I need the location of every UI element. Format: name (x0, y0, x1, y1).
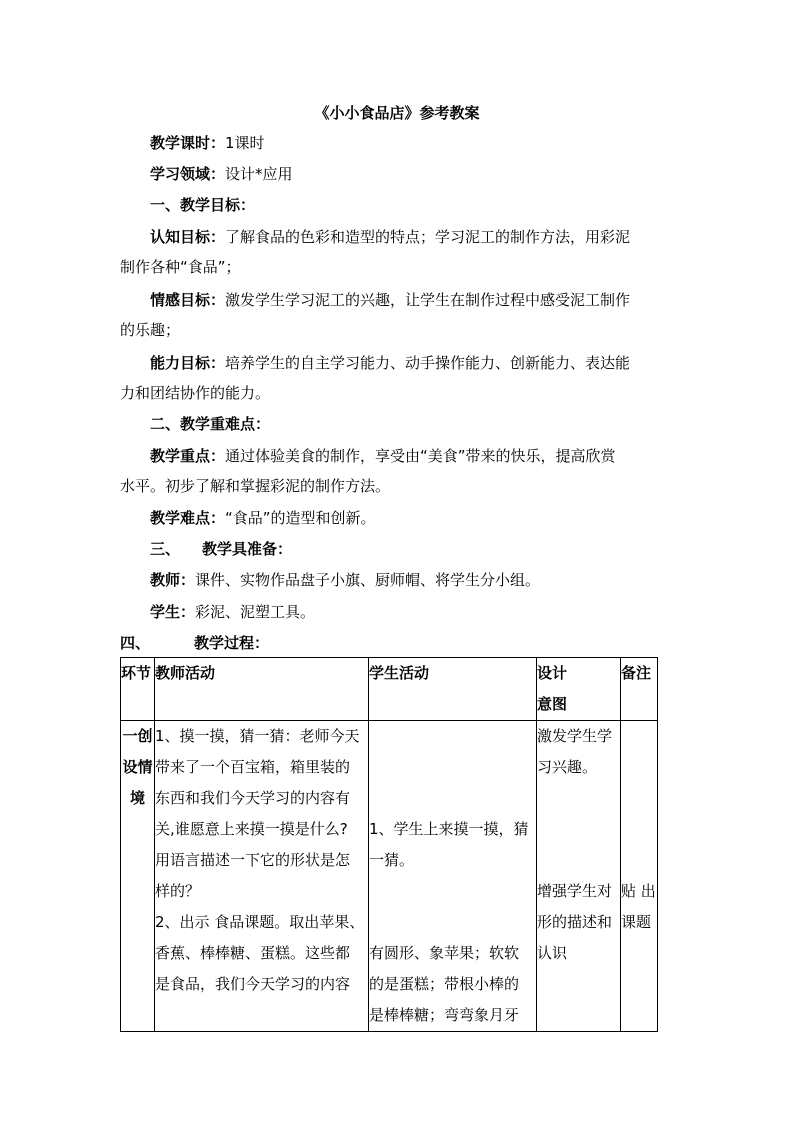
design-line: 形的描述和 (537, 913, 613, 931)
teacher-materials-value: 课件、实物作品盘子小旗、厨师帽、将学生分小组。 (195, 571, 541, 589)
emotion-label: 情感目标： (150, 291, 226, 309)
student-line: 一猜。 (369, 851, 415, 869)
header-design-line-1: 设计 (537, 664, 568, 682)
key-point-label: 教学重点： (150, 447, 226, 465)
domain-value: 设计*应用 (225, 165, 293, 183)
design-line: 认识 (537, 944, 568, 962)
ability-line-2: 力和团结协作的能力。 (120, 384, 271, 402)
student-activity-cell (369, 721, 537, 1032)
domain-label: 学习领域： (150, 165, 226, 183)
stage-line: 一创 (122, 727, 153, 745)
table-header-row (121, 658, 658, 721)
header-notes: 备注 (621, 658, 658, 721)
section3-number: 三、 (150, 540, 181, 558)
teacher-line: 带来了一个百宝箱，箱里装的 (155, 758, 351, 776)
section4-text: 教学过程： (194, 634, 270, 652)
lesson-hours-label: 教学课时： (150, 134, 226, 152)
notes-line: 贴 出 (621, 882, 656, 900)
lesson-hours-line (150, 133, 265, 153)
key-point (120, 441, 680, 501)
notes-line: 课题 (621, 913, 652, 931)
teacher-line: 用语言描述一下它的形状是怎 (155, 851, 351, 869)
section-heading-objectives: 一、教学目标： (150, 196, 256, 214)
emotion-line-2: 的乐趣； (120, 321, 181, 339)
difficulty-value: “食品”的造型和创新。 (225, 509, 376, 527)
emotion-objective (120, 285, 680, 345)
emotion-line-1: 激发学生学习泥工的兴趣，让学生在制作过程中感受泥工制作 (225, 291, 631, 309)
teacher-line: 2、出示 食品课题。取出苹果、 (155, 913, 365, 931)
teacher-line: 样的？ (155, 882, 201, 900)
difficulty-line (150, 508, 376, 528)
teacher-line: 东西和我们今天学习的内容有 (155, 789, 351, 807)
ability-objective (120, 348, 680, 408)
teacher-line: 1、摸一摸，猜一猜：老师今天 (155, 727, 360, 745)
design-line: 激发学生学 (537, 727, 613, 745)
lesson-process-table (120, 657, 658, 1032)
student-line: 有圆形、象苹果；软软 (369, 944, 520, 962)
stage-line: 设情 (122, 758, 153, 776)
section3-text: 教学具准备： (202, 540, 293, 558)
student-materials-value: 彩泥、泥塑工具。 (195, 603, 316, 621)
header-design-intent (537, 658, 621, 721)
section-heading-process (120, 633, 269, 653)
student-line: 1、学生上来摸一摸，猜 (369, 820, 529, 838)
ability-label: 能力目标： (150, 354, 226, 372)
table-row (121, 721, 658, 1032)
student-materials-line (150, 602, 315, 622)
student-line: 是棒棒糖；弯弯象月牙 (369, 1006, 520, 1024)
key-point-line-1: 通过体验美食的制作，享受由“美食”带来的快乐，提高欣赏 (225, 447, 616, 465)
document-title: 《小小食品店》参考教案 (314, 104, 480, 122)
section-heading-materials (150, 539, 292, 559)
teacher-activity-cell (155, 721, 369, 1032)
teacher-line: 是食品，我们今天学习的内容 (155, 975, 351, 993)
cognitive-line-2: 制作各种“食品”； (120, 258, 241, 276)
stage-cell (121, 721, 155, 1032)
section4-number: 四、 (120, 634, 151, 652)
cognitive-line-1: 了解食品的色彩和造型的特点；学习泥工的制作方法，用彩泥 (225, 228, 631, 246)
header-stage: 环节 (121, 658, 155, 721)
section-heading-key-points: 二、教学重难点： (150, 415, 271, 433)
cognitive-label: 认知目标： (150, 228, 226, 246)
lesson-hours-value: 1课时 (225, 134, 265, 152)
student-line: 的是蛋糕；带根小棒的 (369, 975, 520, 993)
student-materials-label: 学生： (150, 603, 196, 621)
stage-line: 境 (129, 789, 145, 807)
cognitive-objective (120, 222, 680, 282)
teacher-materials-line (150, 570, 540, 590)
design-intent-cell (537, 721, 621, 1032)
difficulty-label: 教学难点： (150, 509, 226, 527)
teacher-line: 关,谁愿意上来摸一摸是什么? (155, 820, 348, 838)
teacher-materials-label: 教师： (150, 571, 196, 589)
header-design-line-2: 意图 (537, 695, 568, 713)
design-line: 增强学生对 (537, 882, 613, 900)
header-teacher-activity: 教师活动 (155, 658, 369, 721)
teacher-line: 香蕉、棒棒糖、蛋糕。这些都 (155, 944, 351, 962)
notes-cell (621, 721, 658, 1032)
ability-line-1: 培养学生的自主学习能力、动手操作能力、创新能力、表达能 (225, 354, 631, 372)
key-point-line-2: 水平。初步了解和掌握彩泥的制作方法。 (120, 477, 391, 495)
design-line: 习兴趣。 (537, 758, 598, 776)
domain-line (150, 164, 293, 184)
header-student-activity: 学生活动 (369, 658, 537, 721)
